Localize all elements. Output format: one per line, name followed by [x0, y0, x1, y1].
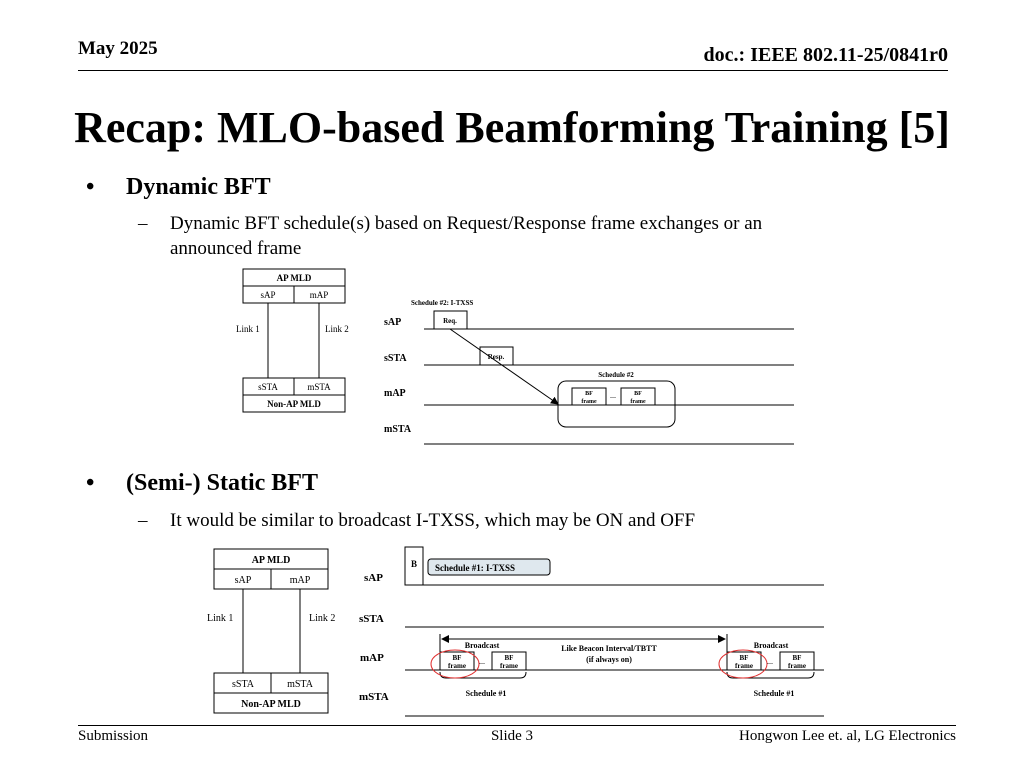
svg-text:frame: frame	[735, 662, 753, 670]
resp-label: Resp.	[487, 353, 505, 361]
svg-text:Broadcast: Broadcast	[464, 641, 500, 650]
ap-mld-box	[243, 269, 345, 303]
svg-text:frame: frame	[788, 662, 806, 670]
svg-text:BF: BF	[634, 391, 642, 397]
svg-text:sAP: sAP	[234, 575, 252, 586]
sub-bullet-dash-1: –	[138, 213, 148, 234]
non-ap-mld-box	[243, 378, 345, 412]
svg-text:BF: BF	[452, 654, 462, 662]
row-sap-2: sAP	[364, 572, 383, 584]
row-ssta: sSTA	[384, 353, 407, 364]
svg-text:BF: BF	[792, 654, 802, 662]
req-arrow	[450, 329, 558, 404]
schedule2-label: Schedule #2	[598, 371, 634, 379]
bullet-heading-dynamic-bft: Dynamic BFT	[126, 174, 271, 200]
bullet-heading-static-bft: (Semi-) Static BFT	[126, 470, 318, 496]
header-doc-id: doc.: IEEE 802.11-25/0841r0	[703, 44, 948, 66]
svg-text:frame: frame	[500, 662, 518, 670]
svg-text:Non-AP MLD: Non-AP MLD	[241, 699, 301, 710]
svg-text:mSTA: mSTA	[287, 679, 313, 690]
svg-text:Like Beacon Interval/TBTT: Like Beacon Interval/TBTT	[561, 644, 657, 653]
sap-label: sAP	[260, 290, 276, 300]
non-ap-mld-label: Non-AP MLD	[267, 399, 321, 409]
map-label: mAP	[309, 290, 329, 300]
ssta-label: sSTA	[258, 382, 278, 392]
header-divider	[78, 70, 948, 71]
svg-text:Schedule #1: Schedule #1	[465, 689, 507, 698]
sub-bullet-dash-2: –	[138, 510, 148, 531]
svg-text:...: ...	[479, 657, 485, 666]
slide-title: Recap: MLO-based Beamforming Training [5]	[74, 103, 950, 152]
msta-label: mSTA	[307, 382, 331, 392]
svg-text:BF: BF	[504, 654, 514, 662]
diagram-static-bft	[200, 540, 830, 720]
row-msta-2: mSTA	[359, 691, 389, 703]
sub-bullet-text-1a: Dynamic BFT schedule(s) based on Request/Response frame exchanges or an	[170, 213, 763, 234]
bullet-marker-1: •	[86, 174, 95, 200]
header-date: May 2025	[78, 38, 158, 59]
footer-submission: Submission	[78, 728, 149, 744]
svg-text:frame: frame	[581, 399, 597, 405]
row-sap: sAP	[384, 317, 402, 328]
schedule2-itxss-label: Schedule #2: I-TXSS	[411, 299, 474, 307]
row-map-2: mAP	[360, 652, 384, 664]
sub-bullet-text-2: It would be similar to broadcast I-TXSS, which may be ON and OFF	[170, 510, 696, 531]
svg-text:Broadcast: Broadcast	[753, 641, 789, 650]
link2-label-2: Link 2	[309, 613, 336, 624]
diagram-dynamic-bft	[230, 265, 810, 450]
sub-bullet-text-1b: announced frame	[170, 238, 302, 259]
ap-mld-box-2	[214, 549, 328, 589]
svg-text:frame: frame	[448, 662, 466, 670]
link1-label-2: Link 1	[207, 613, 234, 624]
footer-divider	[78, 725, 956, 726]
svg-text:...: ...	[610, 391, 616, 400]
svg-text:BF: BF	[585, 391, 593, 397]
row-ssta-2: sSTA	[359, 613, 384, 625]
svg-text:(if always on): (if always on)	[586, 655, 632, 664]
footer-author: Hongwon Lee et. al, LG Electronics	[738, 728, 956, 744]
svg-text:mAP: mAP	[289, 575, 311, 586]
req-label: Req.	[443, 317, 457, 325]
link2-label: Link 2	[325, 324, 349, 334]
svg-text:sSTA: sSTA	[232, 679, 254, 690]
svg-text:AP MLD: AP MLD	[251, 555, 291, 566]
bullet-marker-2: •	[86, 470, 95, 496]
row-msta: mSTA	[384, 424, 412, 435]
link1-label: Link 1	[236, 324, 260, 334]
footer-slide-number: Slide 3	[490, 728, 534, 744]
svg-text:B: B	[410, 559, 418, 569]
svg-text:BF: BF	[739, 654, 749, 662]
svg-text:Schedule #1: I-TXSS: Schedule #1: I-TXSS	[435, 563, 516, 573]
row-map: mAP	[384, 388, 406, 399]
svg-text:Schedule #1: Schedule #1	[753, 689, 795, 698]
svg-text:frame: frame	[630, 399, 646, 405]
non-ap-mld-box-2	[214, 673, 328, 713]
ap-mld-label: AP MLD	[276, 273, 312, 283]
svg-text:...: ...	[767, 657, 773, 666]
